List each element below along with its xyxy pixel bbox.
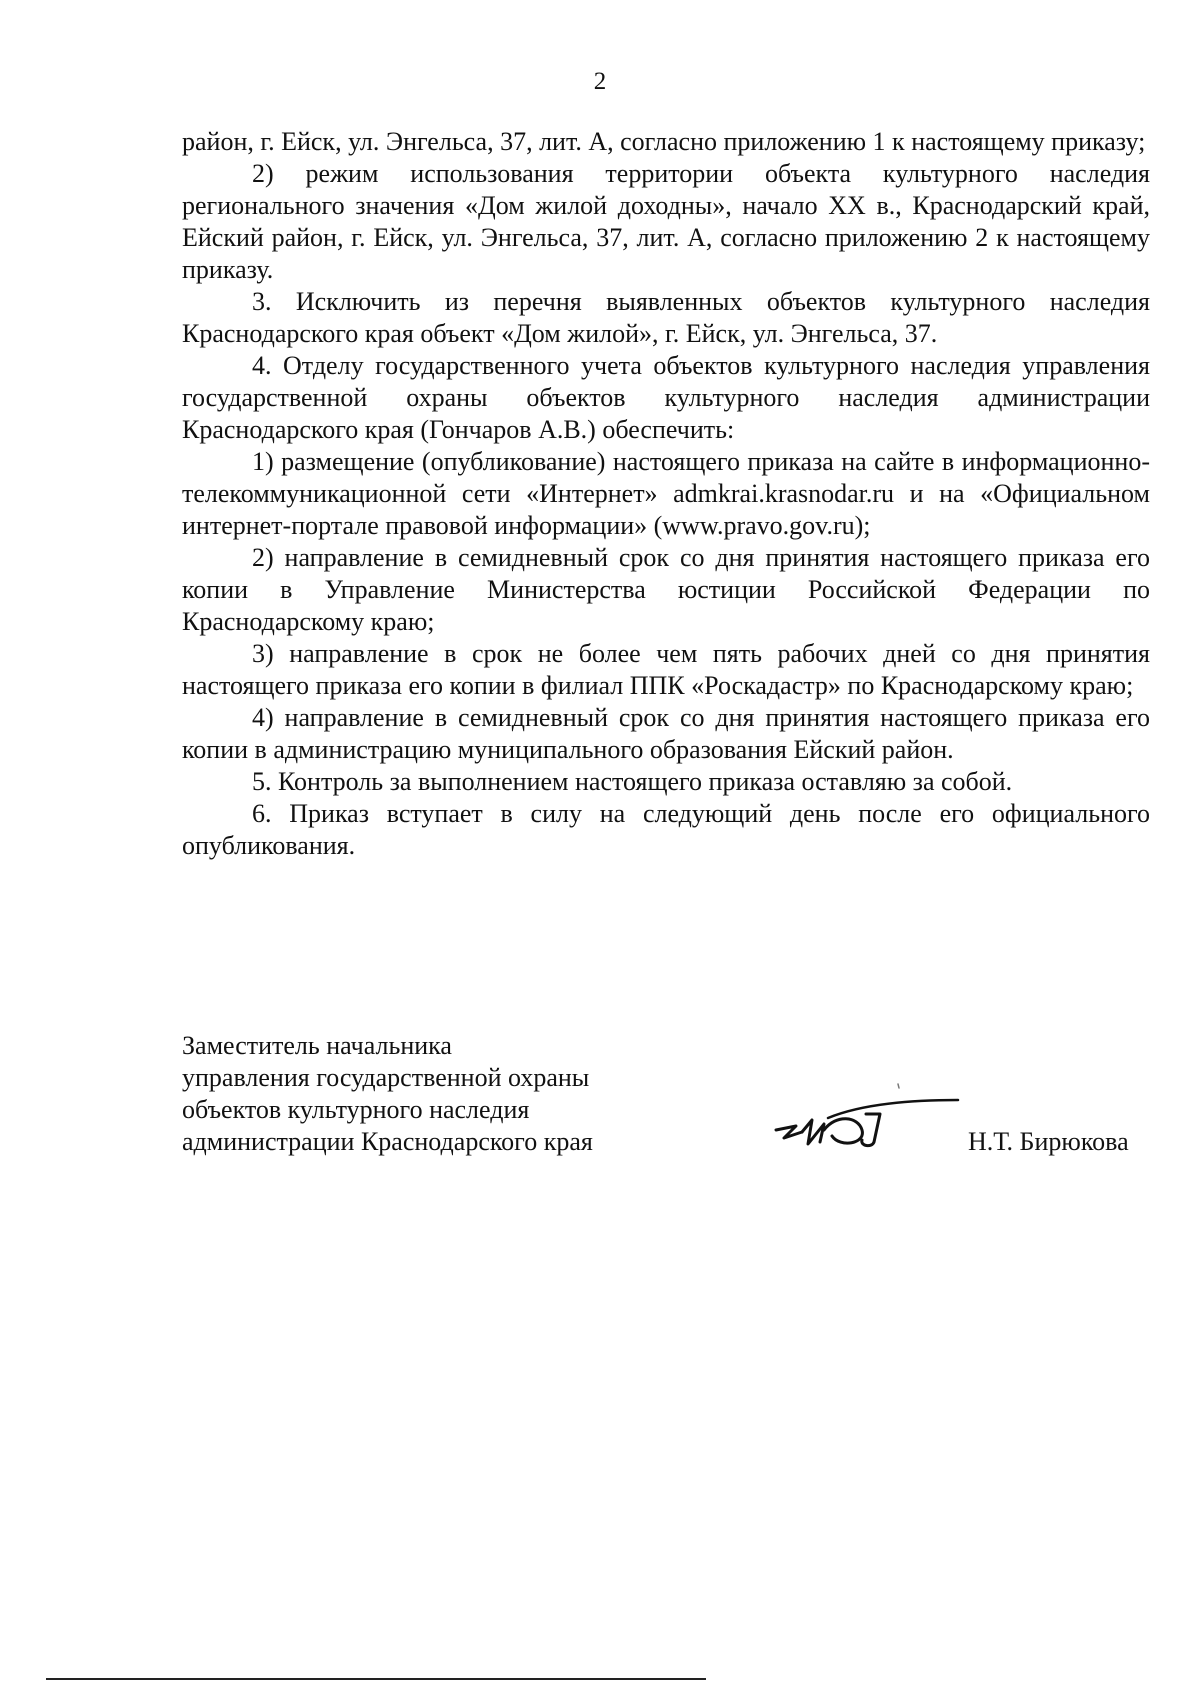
paragraph-point-3: 3. Исключить из перечня выявленных объектов культурного наследия Краснодарского края объект «Дом жилой», г. Ейск, ул. Энгельса, 37.: [182, 287, 1150, 348]
paragraph-continuation: район, г. Ейск, ул. Энгельса, 37, лит. А, согласно приложению 1 к настоящему приказу;: [182, 127, 1146, 156]
paragraph-subitem-3: 3) направление в срок не более чем пять рабочих дней со дня принятия настоящего приказа его копии в филиал ППК «Роскадастр» по Краснодарскому краю;: [182, 639, 1150, 700]
paragraph-item-2: 2) режим использования территории объекта культурного наследия регионального значения «Дом жилой доходны», начало XX в., Краснодарский край, Ейский район, г. Ейск, ул. Энгельса, 37, лит. А, согласно приложению 2 к настоящему приказу.: [182, 159, 1150, 284]
page-number: 2: [593, 68, 607, 95]
paragraph-subitem-1: 1) размещение (опубликование) настоящего приказа на сайте в информационно-телекоммуникационной сети «Интернет» admkrai.krasnodar.ru и на «Официальном интернет-портале правовой информации» (www.pravo.gov.ru);: [182, 447, 1150, 540]
paragraph-point-4: 4. Отделу государственного учета объектов культурного наследия управления государственной охраны объектов культурного наследия администрации Краснодарского края (Гончаров А.В.) обеспечить:: [182, 351, 1150, 444]
paragraph-point-5: 5. Контроль за выполнением настоящего приказа оставляю за собой.: [252, 767, 1013, 796]
footer-divider: [46, 1678, 706, 1680]
handwritten-signature: [762, 1074, 962, 1164]
signer-name: Н.Т. Бирюкова: [968, 1127, 1129, 1156]
paragraph-subitem-2: 2) направление в семидневный срок со дня принятия настоящего приказа его копии в Управление Министерства юстиции Российской Федерации по Краснодарскому краю;: [182, 543, 1150, 636]
signer-title-line: объектов культурного наследия: [182, 1095, 530, 1124]
signature-block: [182, 1030, 1150, 1158]
signer-title-line: администрации Краснодарского края: [182, 1127, 593, 1156]
document-body: [182, 126, 1150, 862]
signer-title-line: управления государственной охраны: [182, 1063, 590, 1092]
signer-title-line: Заместитель начальника: [182, 1031, 452, 1060]
paragraph-subitem-4: 4) направление в семидневный срок со дня принятия настоящего приказа его копии в администрацию муниципального образования Ейский район.: [182, 703, 1150, 764]
paragraph-point-6: 6. Приказ вступает в силу на следующий день после его официального опубликования.: [182, 799, 1150, 860]
